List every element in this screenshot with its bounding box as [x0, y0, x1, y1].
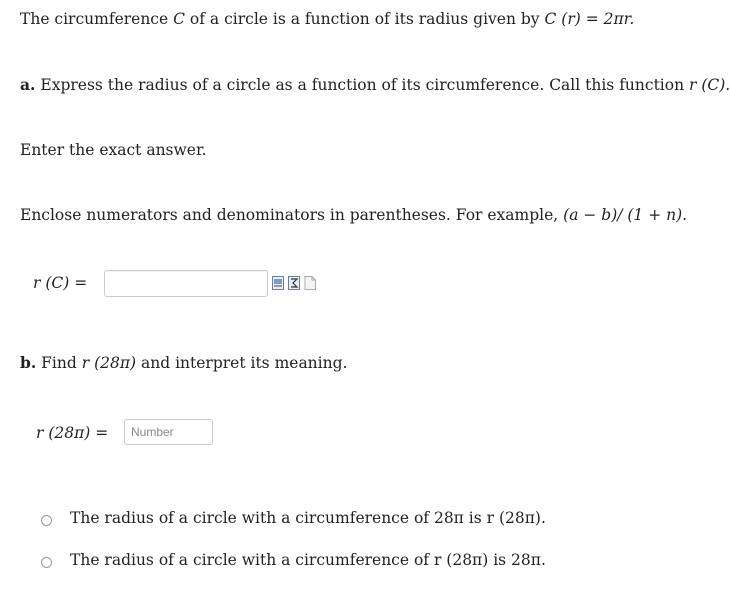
option-2-label[interactable]: The radius of a circle with a circumference of r (28π) is 28π.: [70, 551, 546, 569]
document-icon[interactable]: [304, 276, 316, 290]
part-a-prompt: [20, 75, 730, 94]
r-of-c-input[interactable]: [104, 270, 268, 297]
instruction-paren-text: Enclose numerators and denominators in parentheses. For example,: [20, 206, 559, 224]
intro-formula: C (r) = 2πr.: [544, 10, 635, 28]
r-of-28pi-input[interactable]: Number: [124, 419, 213, 445]
intro-text-prefix: The circumference: [20, 10, 169, 28]
intro-text-mid: of a circle is a function of its radius given by: [189, 10, 540, 28]
instruction-paren: [20, 206, 687, 224]
part-b-prefix: Find: [41, 354, 77, 372]
part-a-func: r (C).: [689, 76, 730, 94]
r-of-28pi-label: r (28π) =: [36, 424, 109, 442]
part-b-label: b.: [20, 353, 37, 372]
part-b-prompt: [20, 353, 347, 372]
equation-editor-icon[interactable]: [272, 276, 284, 290]
intro-var-c: C: [173, 10, 185, 28]
instruction-example: (a − b)/ (1 + n).: [563, 206, 688, 224]
instruction-exact: Enter the exact answer.: [20, 141, 207, 159]
part-b-suffix: and interpret its meaning.: [141, 354, 348, 372]
option-1-radio[interactable]: [41, 515, 52, 526]
part-a-label: a.: [20, 75, 36, 94]
intro-line: [20, 10, 634, 28]
part-b-expr: r (28π): [81, 354, 137, 372]
option-2-radio[interactable]: [41, 557, 52, 568]
r-of-c-label: r (C) =: [33, 274, 88, 292]
part-a-text: Express the radius of a circle as a function of its circumference. Call this function: [40, 76, 685, 94]
option-1-label[interactable]: The radius of a circle with a circumference of 28π is r (28π).: [70, 509, 546, 527]
sigma-icon[interactable]: [288, 276, 300, 290]
